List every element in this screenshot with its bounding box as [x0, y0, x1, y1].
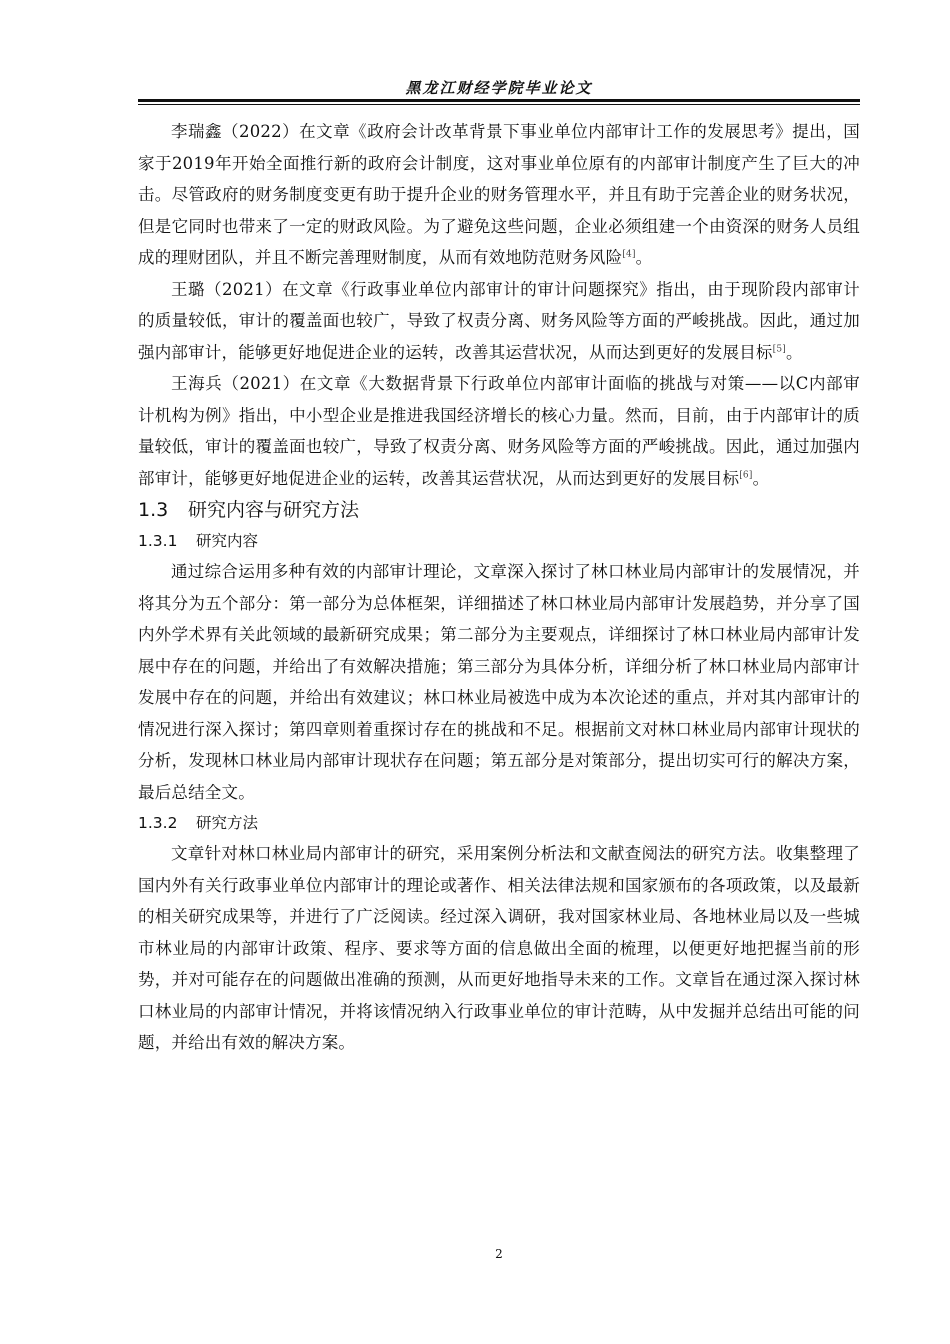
paragraph-research-method: 文章针对林口林业局内部审计的研究，采用案例分析法和文献查阅法的研究方法。收集整理了国内外有关行政事业单位内部审计的理论或著作、相关法律法规和国家颁布的各项政策，以及最新的相关研究成果等，并进行了广泛阅读。经过深入调研，我对国家林业局、各地林业局以及一些城市林业局的内部审计政策、程序、要求等方面的信息做出全面的梳理，以便更好地把握当前的形势，并对可能存在的问题做出准确的预测，从而更好地指导未来的工作。文章旨在通过深入探讨林口林业局的内部审计情况，并将该情况纳入行政事业单位的审计范畴，从中发掘并总结出可能的问题，并给出有效的解决方案。 [138, 844, 860, 1052]
paragraph-end: 。 [785, 342, 803, 362]
paragraph-text: 王璐（2021）在文章《行政事业单位内部审计的审计问题探究》指出，由于现阶段内部审计的质量较低，审计的覆盖面也较广，导致了权责分离、财务风险等方面的严峻挑战。因此，通过加强内部审计，能够更好地促进企业的运转，改善其运营状况，从而达到更好的发展目标 [138, 279, 860, 362]
header-rule-thin [138, 104, 860, 105]
citation-ref: [4] [622, 249, 636, 260]
paragraph-research-content: 通过综合运用多种有效的内部审计理论，文章深入探讨了林口林业局内部审计的发展情况，并将其分为五个部分：第一部分为总体框架，详细描述了林口林业局内部审计发展趋势，并分享了国内外学术界有关此领域的最新研究成果；第二部分为主要观点，详细探讨了林口林业局内部审计发展中存在的问题，并给出了有效解决措施；第三部分为具体分析，详细分析了林口林业局内部审计发展中存在的问题，并给出有效建议；林口林业局被选中成为本次论述的重点，并对其内部审计的情况进行深入探讨；第四章则着重探讨存在的挑战和不足。根据前文对林口林业局内部审计现状的分析，发现林口林业局内部审计现状存在问题；第五部分是对策部分，提出切实可行的解决方案，最后总结全文。 [138, 562, 860, 802]
paragraph-wang-lu [138, 274, 860, 369]
paragraph-li-ruixin [138, 116, 860, 274]
subsection-title: 研究方法 [196, 814, 259, 832]
paragraph-text: 李瑞鑫（2022）在文章《政府会计改革背景下事业单位内部审计工作的发展思考》提出，国家于2019年开始全面推行新的政府会计制度，这对事业单位原有的内部审计制度产生了巨大的冲击。尽管政府的财务制度变更有助于提升企业的财务管理水平，并且有助于完善企业的财务状况，但是它同时也带来了一定的财政风险。为了避免这些问题，企业必须组建一个由资深的财务人员组成的理财团队，并且不断完善理财制度，从而有效地防范财务风险 [138, 122, 860, 267]
main-content [138, 116, 860, 1059]
subsection-heading-research-content [138, 526, 860, 556]
subsection-number: 1.3.1 [138, 532, 178, 550]
subsection-title: 研究内容 [196, 532, 259, 550]
subsection-heading-research-method [138, 808, 860, 838]
paragraph-text: 王海兵（2021）在文章《大数据背景下行政单位内部审计面临的挑战与对策——以C内部审计机构为例》指出，中小型企业是推进我国经济增长的核心力量。然而，目前，由于内部审计的质量较低，审计的覆盖面也较广，导致了权责分离、财务风险等方面的严峻挑战。因此，通过加强内部审计，能够更好地促进企业的运转，改善其运营状况，从而达到更好的发展目标 [138, 374, 860, 488]
citation-ref: [6] [739, 470, 753, 480]
citation-ref: [5] [772, 344, 786, 354]
paragraph-end: 。 [635, 248, 653, 267]
section-title: 研究内容与研究方法 [188, 499, 360, 521]
subsection-number: 1.3.2 [138, 814, 178, 832]
section-number: 1.3 [138, 499, 169, 521]
paragraph-end: 。 [752, 468, 770, 488]
section-heading [138, 494, 860, 526]
page-number: 2 [495, 1247, 503, 1261]
paragraph-wang-haibing [138, 368, 860, 494]
running-header: 黑龙江财经学院毕业论文 [405, 79, 593, 97]
header-rule-thick [138, 99, 860, 102]
